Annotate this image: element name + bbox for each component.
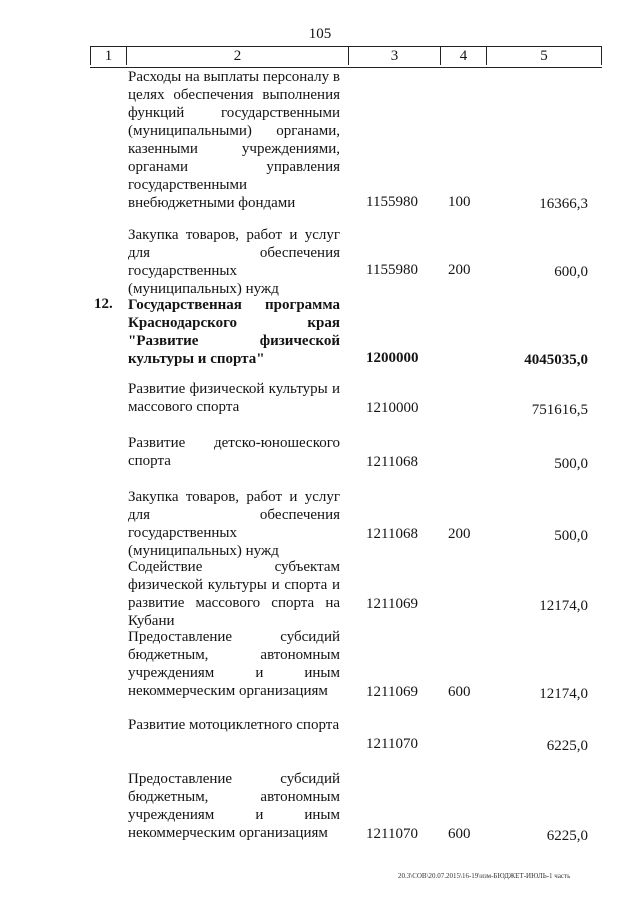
row-code: 1155980 (366, 262, 418, 278)
header-col-4: 4 (440, 47, 486, 65)
header-col-2: 2 (126, 47, 348, 65)
row-amount: 500,0 (554, 528, 588, 544)
row-description: Закупка товаров, работ и услуг для обеспечения государственных (муниципальных) нужд (128, 489, 340, 559)
row-amount: 16366,3 (539, 196, 588, 212)
row-description: Государственная программа Краснодарского края "Развитие физической культуры и спорта" (128, 297, 340, 367)
row-code: 1211068 (366, 454, 418, 470)
row-amount: 500,0 (554, 456, 588, 472)
row-amount: 6225,0 (546, 828, 588, 844)
row-amount: 12174,0 (539, 598, 588, 614)
document-footer: 20.3\СОВ\20.07.2015\16-19\изм-БЮДЖЕТ-ИЮЛЬ-1 часть (398, 872, 571, 880)
table-header (90, 46, 602, 68)
row-type: 600 (448, 684, 471, 700)
row-description: Предоставление субсидий бюджетным, автономным учреждениям и иным некоммерческим организациям (128, 771, 340, 841)
row-description: Развитие физической культуры и массового спорта (128, 381, 340, 415)
row-description: Расходы на выплаты персоналу в целях обеспечения выполнения функций государственными (муниципальными) органами, казенными учреждениями, органами управления государственными внебюджетными фондами (128, 69, 340, 211)
row-code: 1211070 (366, 826, 418, 842)
row-type: 200 (448, 526, 471, 542)
row-amount: 751616,5 (531, 402, 588, 418)
header-col-3: 3 (348, 47, 440, 65)
row-amount: 6225,0 (546, 738, 588, 754)
row-amount: 4045035,0 (524, 352, 588, 368)
row-type: 200 (448, 262, 471, 278)
row-code: 1211068 (366, 526, 418, 542)
row-amount: 12174,0 (539, 686, 588, 702)
header-col-1: 1 (90, 47, 126, 65)
row-description: Развитие мотоциклетного спорта (128, 717, 340, 733)
row-description: Развитие детско-юношеского спорта (128, 435, 340, 469)
row-number: 12. (94, 296, 113, 312)
row-code: 1200000 (366, 350, 419, 366)
page-number: 105 (308, 26, 332, 42)
row-description: Содействие субъектам физической культуры и спорта и развитие массового спорта на Кубани (128, 559, 340, 629)
row-amount: 600,0 (554, 264, 588, 280)
row-type: 600 (448, 826, 471, 842)
header-col-5: 5 (486, 47, 602, 65)
row-type: 100 (448, 194, 471, 210)
row-code: 1211070 (366, 736, 418, 752)
row-code: 1210000 (366, 400, 419, 416)
row-code: 1211069 (366, 596, 418, 612)
row-description: Закупка товаров, работ и услуг для обеспечения государственных (муниципальных) нужд (128, 227, 340, 297)
row-description: Предоставление субсидий бюджетным, автономным учреждениям и иным некоммерческим организациям (128, 629, 340, 699)
row-code: 1211069 (366, 684, 418, 700)
row-code: 1155980 (366, 194, 418, 210)
